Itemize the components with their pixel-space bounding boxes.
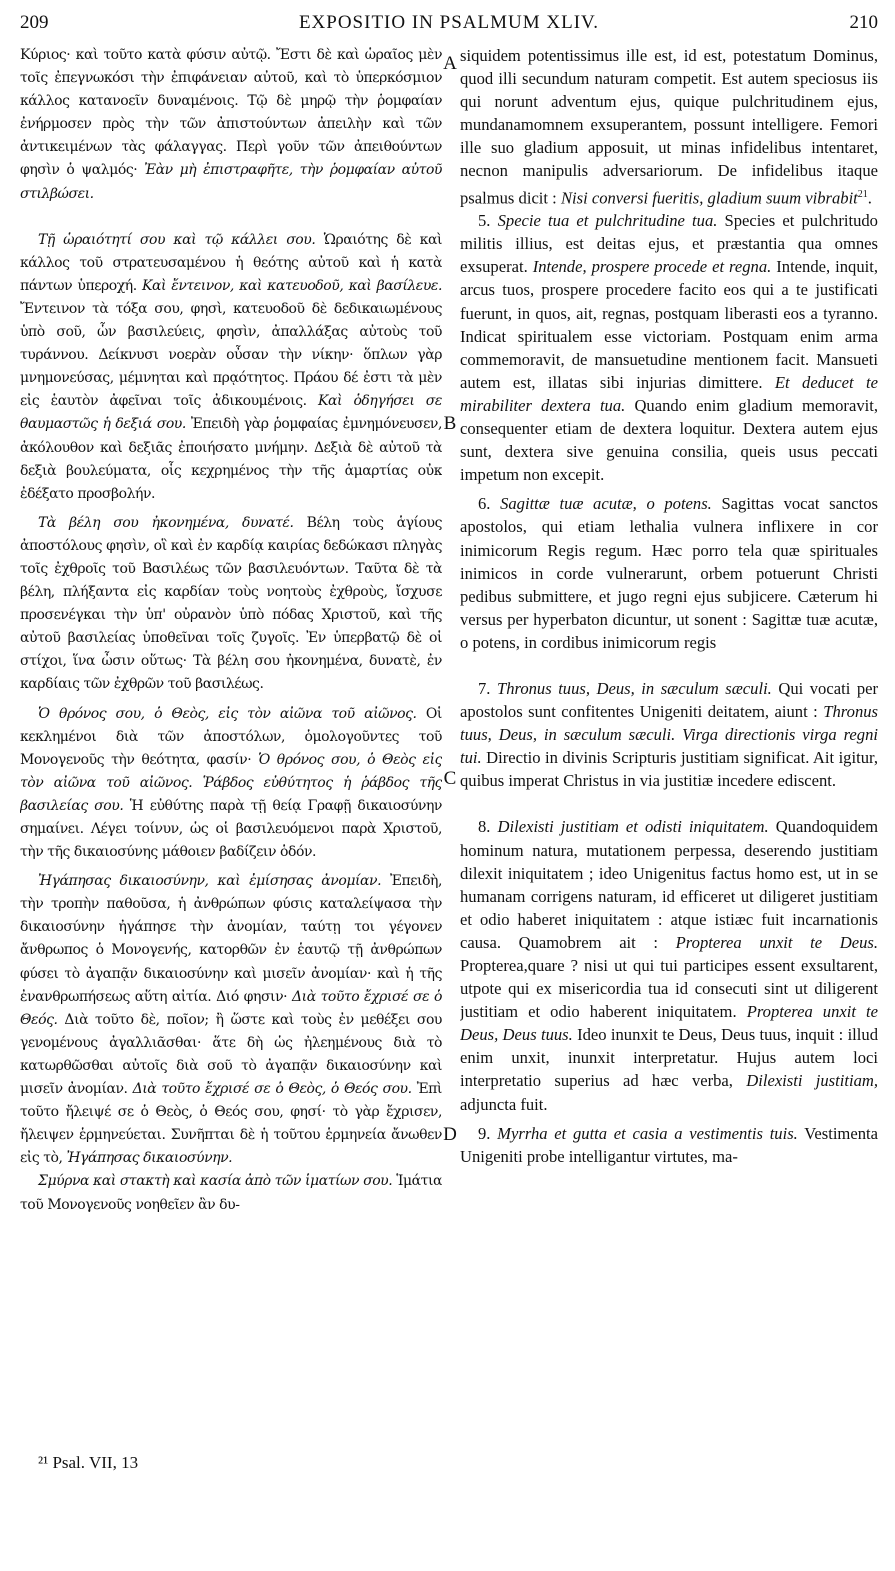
latin-lemma: Myrrha et gutta et casia a vestimentis tuis. <box>497 1123 798 1143</box>
latin-quote: Propterea unxit te Deus. <box>675 932 878 952</box>
latin-lemma: Et deducet te mirabiliter dextera tua. <box>460 372 878 415</box>
greek-paragraph <box>20 44 442 206</box>
running-title: EXPOSITIO IN PSALMUM XLIV. <box>298 12 600 33</box>
greek-lemma: Σμύρνα καὶ στακτὴ καὶ κασία ἀπὸ τῶν ἱματίων σου. <box>38 1173 393 1190</box>
greek-text: Διὰ τοῦτο δὲ, ποῖον; ἢ ὥστε καὶ τοὺς ἐν μεθέξει σου γενομένους ἀγαλλιᾶσθαι· ἅτε δὴ ὡς ἠλεημένους διὰ τὸ κατωρθῶσθαι αὐτοῖς διὰ σοῦ τὸ ἀγαπᾷν δικαιοσύνην καὶ μισεῖν ἀνομίαν. <box>20 1011 442 1098</box>
greek-paragraph <box>20 703 442 865</box>
verse-number: 8. <box>478 817 491 837</box>
latin-quote: Nisi conversi fueritis, gladium suum vibrabit <box>560 188 858 208</box>
greek-text: Ὡραιότης δὲ καὶ κάλλος τοῦ στρατευσαμένου ἡ θεότης αὐτοῦ καὶ ἡ κατὰ πάντων ὑπεροχή. <box>20 231 442 294</box>
latin-text: Intende, inquit, arcus tuos, prospere procedere facito eos qui a te justificati fuerunt, in quos, ait, regnas, postquam liberasti eos a tyranno. Indicat spiritualem esse victoriam. Postquam enim arma commemoravit, de mansuetudine mentionem facit. Mansueti autem est, illatas sibi injurias dimittere. <box>460 257 878 392</box>
greek-quote: Ὁ θρόνος σου, ὁ Θεὸς εἰς τὸν αἰῶνα τοῦ αἰῶνος. Ῥάβδος εὐθύτητος ἡ ῥάβδος τῆς βασιλείας σου. <box>20 751 442 814</box>
greek-text: Ἱμάτια τοῦ Μονογενοῦς νοηθεῖεν ἂν δυ- <box>20 1173 442 1213</box>
greek-lemma: Ἠγάπησας δικαιοσύνην, καὶ ἐμίσησας ἀνομίαν. <box>38 873 382 890</box>
verse-number: 9. <box>478 1123 491 1143</box>
latin-text: Quandoquidem hominum natura, mutationem perpessa, deserendo justitiam dilexit iniquitatem ; ideo Unigenitus factus homo est, ut in se humanam corrigens naturam, id efficeret ut diligeret justitiam et odio haberet iniquitatem : atque istiæc fuit incarnationis causa. Quamobrem ait : <box>460 817 878 952</box>
greek-quote: Ἐὰν μὴ ἐπιστραφῆτε, τὴν ῥομφαίαν αὐτοῦ στιλβώσει. <box>20 162 442 202</box>
latin-lemma: Intende, prospere procede et regna. <box>532 257 772 277</box>
greek-paragraph <box>20 870 442 1170</box>
greek-text: Ἐπὶ τοῦτο ἤλειψέ σε ὁ Θεὸς, ὁ Θεός σου, φησί· τὸ γὰρ ἔχρισεν, ἤλειψεν ἑρμηνεύεται. Συνῆπται δὲ ἡ τοῦτου ἑρμηνεία ἄνωθεν εἰς τὸ, <box>20 1081 442 1167</box>
greek-paragraph <box>20 1170 442 1216</box>
latin-text: Quando enim gladium memoravit, consequenter etiam de dextera loquitur. Dextera autem ejus sunt, dextera sive genuina consilia, queis usus peccati impetum non excepit. <box>460 395 878 485</box>
greek-text: Ἐπειδὴ, τὴν τροπὴν παθοῦσα, ἡ ἀνθρώπων φύσις καταλείψασα τὴν δικαιοσύνην ἠγάπησε τὴν ἀνομίαν, ταύτῃ τοι γέγονεν ἄνθρωπος ὁ Μονογενής, κατορθῶν ἐν ἑαυτῷ τῇ ἀνθρώπων φύσει τὸ ἀγαπᾷν δικαιοσύνην καὶ μισεῖν ἀνομίαν· καὶ ἡ τῆς ἐνανθρωπήσεως αὕτη αἰτία. Διό φησιν· <box>20 873 442 1005</box>
greek-column <box>20 44 442 1217</box>
margin-marker-d: D <box>443 1124 457 1145</box>
greek-text: Οἱ κεκλημένοι διὰ τῶν ἀποστόλων, ὁμολογοῦντες τοῦ Μονογενοῦς τὴν θεότητα, φασίν· <box>20 705 442 768</box>
latin-lemma: Specie tua et pulchritudine tua. <box>497 211 718 231</box>
latin-text: Propterea,quare ? nisi ut qui tui participes essent exsultarent, utpote qui ex misericordia tua id consecuti sint ut diligerent justitiam et odio haberent iniquitatem. <box>460 956 878 1022</box>
verse-number: 6. <box>478 494 491 514</box>
margin-marker-b: B <box>443 413 457 434</box>
greek-text: Ἡ εὐθύτης παρὰ τῇ θείᾳ Γραφῇ δικαιοσύνην σημαίνει. Λέγει τοίνυν, ὡς οἱ βασιλευόμενοι παρὰ Χριστοῦ, τὴν τῆς δικαιοσύνης μάθοιεν βαδίζειν ὁδόν. <box>20 797 442 861</box>
latin-text: siquidem potentissimus ille est, id est, potestatum Dominus, quod illi secundum naturam competit. Est autem speciosus iis qui norunt adventum ejus, quique pulchritudinem ejus, mundanamomnem exsuperantem, possunt intelligere. Femori ille suo gladium apposuit, ut minas infidelibus intentaret, necnon manipulis adversariorum. De infidelibus itaque psalmus dicit : <box>460 46 878 208</box>
latin-column <box>460 44 878 1168</box>
page-number-left: 209 <box>20 12 49 33</box>
latin-paragraph <box>460 677 878 792</box>
latin-paragraph <box>460 1122 878 1168</box>
latin-text: Species et pulchritudo militis illius, est deitas ejus, et præstantia qua omnes exsuperat. <box>460 211 878 277</box>
greek-lemma: Καὶ ἔντεινον, καὶ κατευοδοῦ, καὶ βασίλευε. <box>141 277 442 294</box>
latin-paragraph <box>460 492 878 654</box>
greek-lemma: Ὁ θρόνος σου, ὁ Θεὸς, εἰς τὸν αἰῶνα τοῦ αἰῶνος. <box>38 705 417 722</box>
greek-paragraph <box>20 229 442 506</box>
greek-text: Κύριος· καὶ τοῦτο κατὰ φύσιν αὐτῷ. Ἔστι δὲ καὶ ὡραῖος μὲν τοῖς ἐπεγνωκόσι τὴν ἐπιφάνειαν αὐτοῦ, καὶ τὸ ὑπερκόσμιον κάλλος κατανοεῖν δυναμένοις. Τῷ δὲ μηρῷ τὴν ῥομφαίαν ἐνήρμοσεν πρὸς τὴν τῶν ἀπιστούντων ἀπειλὴν καὶ τῶν ἀντικειμένων τὰς φάλαγγας. Περὶ γοῦν τῶν ἀπειθούντων φησὶν ὁ ψαλμός· <box>20 47 442 179</box>
verse-number: 7. <box>478 678 491 698</box>
latin-quote: Thronus tuus, Deus, in sæculum sæculi. Virga directionis virga regni tui. <box>460 702 878 768</box>
greek-text: Ἔντεινον τὰ τόξα σου, φησὶ, κατευοδοῦ δὲ δεδικαιωμένους ὑπὸ σοῦ, ὧν βασιλεύεις, φησὶν, ἀπαλλάξας αὐτοὺς τοῦ τυράννου. Δείκνυσι νοερὰν οὖσαν τὴν νίκην· ὅπλων γὰρ μνημονεύσας, μέμνηται καὶ πρᾳότητος. Πράου δέ ἐστι τὰ μὲν εἰς ἑαυτὸν ἀφεῖναι τοῖς ἀδικουμένοις. <box>20 300 442 410</box>
greek-lemma: Καὶ ὁδηγήσει σε θαυμαστῶς ἡ δεξιά σου. <box>20 393 442 433</box>
latin-text: Ideo inunxit te Deus, Deus tuus, inquit : illud enim unxit, inunxit interpretatur. Hujus autem loci interpretatio superius ad hæc verba, <box>460 1025 878 1091</box>
running-header <box>20 12 878 38</box>
greek-paragraph <box>20 512 442 697</box>
latin-lemma: Sagittæ tuæ acutæ, o potens. <box>500 494 712 514</box>
latin-text: Directio in divinis Scripturis justitiam significat. Ait igitur, quibus imperat Christus in via justitiæ incedere ediscent. <box>460 748 878 791</box>
margin-marker-c: C <box>443 768 457 789</box>
latin-text: Sagittas vocat sanctos apostolos, qui etiam lethalia vulnera inflixere in cor inimicorum Regis regum. Hæc porro tela quæ spirituales inimicos in corde vulnerarunt, orbem potuerunt Christi pedibus submittere, et jugo regni ejus subjicere. Cæterum hi versus per hyperbaton dicuntur, ut sonent : Sagittæ tuæ acutæ, o potens, in cordibus inimicorum regis <box>460 494 878 652</box>
page-number-right: 210 <box>849 12 878 33</box>
greek-text: Ἐπειδὴ γὰρ ῥομφαίας ἐμνημόνευσεν, ἀκόλουθον καὶ δεξιᾶς ἐποιήσατο μνήμην. Δεξιὰ δὲ αὐτοῦ τὰ δεξιὰ βουλεύματα, οἷς κεχρημένος τὴν τῆς ἁμαρτίας οὐκ ἐδέξατο προσβολήν. <box>20 416 442 502</box>
latin-lemma: Dilexisti justitiam et odisti iniquitatem. <box>497 817 769 837</box>
greek-text: Βέλη τοὺς ἁγίους ἀποστόλους φησὶν, οἳ καὶ ἐν καρδίᾳ καιρίας δεδώκασι πληγὰς τοῖς ἐχθροῖς τοῦ Βασιλέως τῶν βασιλευόντων. Ταῦτα δὲ τὰ βέλη, πλήξαντα εἰς καρδίαν τοὺς νοητοὺς ἐχθροὺς, ἴσχυσε προσενέγκαι τὴν ὑπ' οὐρανὸν ὑπὸ πόδας Χριστοῦ, καὶ τῆς αὐτοῦ βασιλείας ὑποθεῖναι τοῖς ζυγοῖς. Ἐν ὑπερβατῷ δὲ οἱ στίχοι, ἵνα ὦσιν οὕτως· Τὰ βέλη σου ἠκονημένα, δυνατὲ, ἐν καρδίαις τῶν ἐχθρῶν τοῦ βασιλέως. <box>20 514 442 693</box>
greek-quote: Ἠγάπησας δικαιοσύνην. <box>66 1150 233 1167</box>
latin-lemma: Thronus tuus, Deus, in sæculum sæculi. <box>496 678 772 698</box>
latin-paragraph <box>460 815 878 1115</box>
footnote: ²¹ Psal. VII, 13 <box>38 1453 139 1472</box>
latin-text: Qui vocati per apostolos sunt confitentes Unigeniti deitatem, aiunt : <box>460 678 878 722</box>
greek-lemma: Τὰ βέλη σου ἠκονημένα, δυνατέ. <box>38 514 294 531</box>
latin-quote: Dilexisti justitiam, <box>746 1071 878 1091</box>
greek-quote: Διὰ τοῦτο ἔχρισέ σε ὁ Θεὸς, ὁ Θεός σου. <box>132 1081 412 1098</box>
greek-lemma: Τῇ ὡραιότητί σου καὶ τῷ κάλλει σου. <box>38 231 316 248</box>
latin-text: adjuncta fuit. <box>460 1094 548 1114</box>
greek-quote: Διὰ τοῦτο ἔχρισέ σε ὁ Θεός. <box>20 988 442 1028</box>
latin-paragraph <box>460 209 878 486</box>
verse-number: 5. <box>478 211 491 231</box>
latin-quote: Propterea unxit te Deus, Deus tuus. <box>460 1002 878 1045</box>
latin-paragraph: siquidem potentissimus ille est, id est, potestatum Dominus, quod illi secundum naturam competit. Est autem speciosus iis qui norunt adventum ejus, quique pulchritudinem ejus, mundanamomnem exsuperantem, possunt intelligere. Femori ille suo gladium apposuit, ut minas infidelibus intentaret, necnon manipulis adversariorum. De infidelibus itaque psalmus dicit : Nisi conversi fueritis, gladium suum vibrabit$^{21}$. <box>460 46 878 208</box>
footnote-ref: 21 <box>857 188 868 200</box>
latin-text: Vestimenta Unigeniti probe intelligantur virtutes, ma- <box>460 1123 878 1166</box>
margin-marker-a: A <box>443 53 457 74</box>
